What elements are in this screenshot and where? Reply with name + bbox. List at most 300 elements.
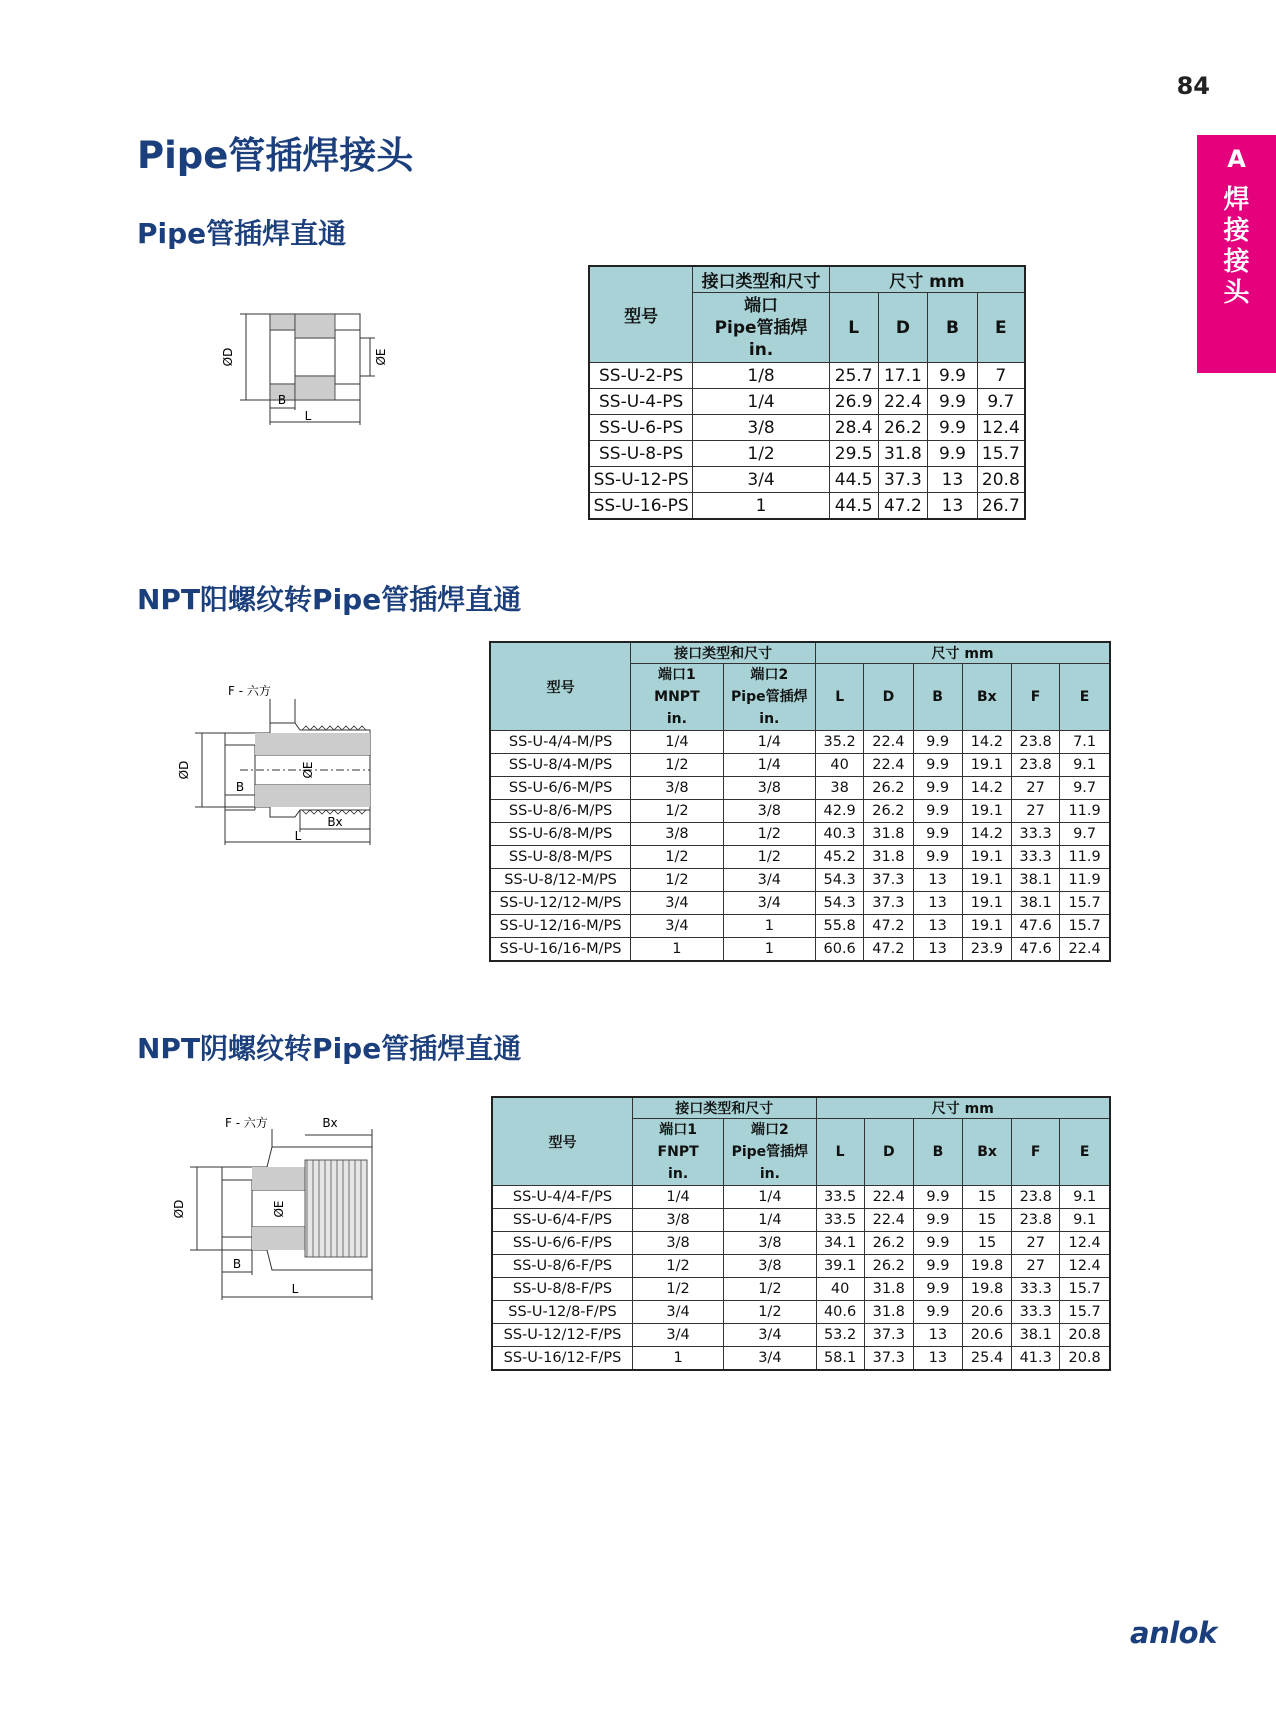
table-cell: 44.5 bbox=[829, 467, 878, 493]
table-header-dim: E bbox=[977, 293, 1025, 363]
dim-label-b: B bbox=[232, 1257, 242, 1271]
table-header-dim: L bbox=[816, 1119, 864, 1186]
model-cell: SS-U-8/6-M/PS bbox=[490, 800, 631, 823]
socket-bore bbox=[222, 1180, 252, 1237]
dim-label-d: ØD bbox=[221, 347, 235, 367]
table-cell: 1 bbox=[693, 493, 830, 520]
side-tab-char: 接 bbox=[1223, 216, 1250, 246]
table-cell: 9.7 bbox=[977, 389, 1025, 415]
side-tab-letter: A bbox=[1227, 145, 1246, 173]
table-cell: 27 bbox=[1012, 1255, 1060, 1278]
wall-hatch bbox=[295, 376, 335, 400]
dim-label-f: F - 六方 bbox=[225, 1116, 268, 1130]
model-cell: SS-U-2-PS bbox=[589, 363, 693, 389]
table-body bbox=[589, 363, 1025, 520]
table-cell: 55.8 bbox=[816, 915, 864, 938]
page-title: Pipe管插焊接头 bbox=[137, 134, 414, 177]
table-cell: 17.1 bbox=[878, 363, 928, 389]
table-cell: 13 bbox=[928, 493, 977, 520]
dim-label-e: ØE bbox=[301, 761, 315, 779]
table-cell: 25.4 bbox=[962, 1347, 1011, 1371]
table-header-port bbox=[723, 664, 815, 731]
table-cell: 7 bbox=[977, 363, 1025, 389]
table-cell: 47.2 bbox=[864, 938, 913, 962]
table-header-model: 型号 bbox=[589, 266, 693, 363]
port-header-line: in. bbox=[748, 339, 774, 360]
table-cell: 19.1 bbox=[962, 892, 1011, 915]
table-row bbox=[490, 938, 1110, 962]
dim-label-bx: Bx bbox=[322, 1116, 338, 1130]
table-row bbox=[589, 389, 1025, 415]
table-cell: 1/2 bbox=[724, 1278, 816, 1301]
model-cell: SS-U-12/12-F/PS bbox=[492, 1324, 632, 1347]
side-tab-char: 头 bbox=[1223, 278, 1250, 308]
table-cell: 9.9 bbox=[913, 731, 962, 754]
section-title: Pipe管插焊直通 bbox=[137, 217, 347, 250]
port-header-line: 端口2 bbox=[751, 1122, 789, 1138]
table-row bbox=[490, 823, 1110, 846]
table-row bbox=[490, 869, 1110, 892]
female-npt-socket-weld-diagram bbox=[165, 1115, 390, 1310]
wall-hatch bbox=[255, 785, 370, 807]
internal-thread bbox=[305, 1160, 367, 1257]
table-cell: 9.9 bbox=[913, 1209, 962, 1232]
model-cell: SS-U-8/4-M/PS bbox=[490, 754, 631, 777]
table-header-port-group: 接口类型和尺寸 bbox=[631, 642, 816, 664]
table-cell: 37.3 bbox=[864, 869, 913, 892]
table-cell: 47.2 bbox=[864, 915, 913, 938]
table-row bbox=[492, 1209, 1110, 1232]
table-cell: 15.7 bbox=[1060, 1301, 1110, 1324]
table-cell: 1/4 bbox=[632, 1186, 723, 1209]
table-cell: 9.9 bbox=[928, 389, 977, 415]
socket-weld-union-diagram bbox=[210, 300, 400, 430]
table-cell: 45.2 bbox=[816, 846, 864, 869]
wall-hatch bbox=[252, 1167, 305, 1190]
dim-label-l: L bbox=[304, 409, 312, 423]
table-header-port-group: 接口类型和尺寸 bbox=[632, 1097, 816, 1119]
table-row bbox=[492, 1301, 1110, 1324]
table-cell: 15.7 bbox=[1060, 1278, 1110, 1301]
dim-label-f: F - 六方 bbox=[228, 685, 271, 698]
table-header-dim: D bbox=[864, 1119, 913, 1186]
table-cell: 13 bbox=[913, 869, 962, 892]
table-cell: 19.1 bbox=[962, 869, 1011, 892]
table-cell: 33.3 bbox=[1012, 1301, 1060, 1324]
table-cell: 1/2 bbox=[723, 823, 815, 846]
table-cell: 12.4 bbox=[1060, 1232, 1110, 1255]
table-cell: 58.1 bbox=[816, 1347, 864, 1371]
table-cell: 54.3 bbox=[816, 869, 864, 892]
table-cell: 27 bbox=[1012, 1232, 1060, 1255]
wall-hatch bbox=[295, 314, 335, 338]
table-cell: 19.8 bbox=[962, 1255, 1011, 1278]
table-cell: 1/2 bbox=[632, 1255, 723, 1278]
port-header-line: MNPT bbox=[654, 689, 700, 705]
table-cell: 9.9 bbox=[913, 1186, 962, 1209]
wall-hatch bbox=[255, 733, 370, 755]
wall-hatch bbox=[270, 314, 295, 330]
table-cell: 1/2 bbox=[723, 846, 815, 869]
side-tab-label bbox=[1197, 185, 1276, 309]
table-cell: 9.9 bbox=[913, 1255, 962, 1278]
table-cell: 3/8 bbox=[632, 1209, 723, 1232]
table-cell: 14.2 bbox=[962, 731, 1011, 754]
table-cell: 14.2 bbox=[962, 777, 1011, 800]
table-cell: 1/2 bbox=[631, 800, 723, 823]
model-cell: SS-U-4/4-M/PS bbox=[490, 731, 631, 754]
table-cell: 26.2 bbox=[864, 800, 913, 823]
dim-label-l: L bbox=[294, 829, 302, 843]
model-cell: SS-U-8/6-F/PS bbox=[492, 1255, 632, 1278]
table-header-dim-group: 尺寸 mm bbox=[816, 642, 1110, 664]
table-cell: 3/8 bbox=[723, 800, 815, 823]
table-cell: 9.9 bbox=[913, 754, 962, 777]
table-cell: 19.8 bbox=[962, 1278, 1011, 1301]
model-cell: SS-U-12/8-F/PS bbox=[492, 1301, 632, 1324]
table-cell: 14.2 bbox=[962, 823, 1011, 846]
table-header-dim: L bbox=[829, 293, 878, 363]
table-cell: 47.2 bbox=[878, 493, 928, 520]
table-cell: 15 bbox=[962, 1186, 1011, 1209]
spec-table-female-npt bbox=[491, 1096, 1111, 1371]
table-cell: 38 bbox=[816, 777, 864, 800]
table-cell: 40 bbox=[816, 1278, 864, 1301]
table-row bbox=[490, 846, 1110, 869]
table-cell: 38.1 bbox=[1011, 869, 1059, 892]
port-header-line: Pipe管插焊 bbox=[714, 317, 808, 338]
table-cell: 13 bbox=[913, 915, 962, 938]
table-cell: 1/2 bbox=[631, 754, 723, 777]
table-cell: 31.8 bbox=[864, 823, 913, 846]
table-cell: 9.9 bbox=[928, 441, 977, 467]
table-cell: 15 bbox=[962, 1209, 1011, 1232]
table-cell: 41.3 bbox=[1012, 1347, 1060, 1371]
table-cell: 3/4 bbox=[631, 915, 723, 938]
table-cell: 1/2 bbox=[632, 1278, 723, 1301]
table-header-dim-group: 尺寸 mm bbox=[816, 1097, 1110, 1119]
table-cell: 1 bbox=[723, 938, 815, 962]
table-cell: 22.4 bbox=[864, 731, 913, 754]
page-number: 84 bbox=[1176, 72, 1210, 100]
section-title: NPT阴螺纹转Pipe管插焊直通 bbox=[137, 1032, 522, 1065]
model-cell: SS-U-4-PS bbox=[589, 389, 693, 415]
side-tab-char: 接 bbox=[1223, 247, 1250, 277]
dim-label-d: ØD bbox=[177, 760, 191, 780]
table-cell: 44.5 bbox=[829, 493, 878, 520]
table-cell: 1/2 bbox=[724, 1301, 816, 1324]
model-cell: SS-U-6-PS bbox=[589, 415, 693, 441]
table-cell: 9.9 bbox=[913, 1301, 962, 1324]
table-cell: 40.3 bbox=[816, 823, 864, 846]
table-row bbox=[589, 493, 1025, 520]
table-cell: 22.4 bbox=[864, 1209, 913, 1232]
table-cell: 3/8 bbox=[724, 1255, 816, 1278]
table-row bbox=[492, 1255, 1110, 1278]
table-header-model: 型号 bbox=[492, 1097, 632, 1186]
table-row bbox=[490, 915, 1110, 938]
table-cell: 3/4 bbox=[724, 1324, 816, 1347]
table-row bbox=[490, 754, 1110, 777]
table-header-dim: D bbox=[864, 664, 913, 731]
port-header-line: 端口2 bbox=[750, 667, 789, 683]
table-cell: 23.9 bbox=[962, 938, 1011, 962]
table-header-dim: B bbox=[928, 293, 977, 363]
side-tab-char: 焊 bbox=[1223, 185, 1250, 215]
table-cell: 1/8 bbox=[693, 363, 830, 389]
table-cell: 23.8 bbox=[1011, 754, 1059, 777]
table-cell: 9.7 bbox=[1060, 823, 1110, 846]
table-cell: 23.8 bbox=[1011, 731, 1059, 754]
table-cell: 1 bbox=[723, 915, 815, 938]
table-cell: 15.7 bbox=[977, 441, 1025, 467]
table-header-dim: F bbox=[1012, 1119, 1060, 1186]
table-cell: 12.4 bbox=[1060, 1255, 1110, 1278]
table-cell: 3/4 bbox=[723, 892, 815, 915]
table-cell: 9.9 bbox=[913, 1232, 962, 1255]
table-cell: 33.3 bbox=[1012, 1278, 1060, 1301]
table-cell: 3/4 bbox=[693, 467, 830, 493]
port-header-line: in. bbox=[759, 1166, 780, 1182]
table-cell: 38.1 bbox=[1011, 892, 1059, 915]
model-cell: SS-U-6/6-F/PS bbox=[492, 1232, 632, 1255]
table-cell: 9.1 bbox=[1060, 1209, 1110, 1232]
table-cell: 11.9 bbox=[1060, 846, 1110, 869]
table-cell: 9.9 bbox=[913, 846, 962, 869]
table-cell: 28.4 bbox=[829, 415, 878, 441]
table-cell: 35.2 bbox=[816, 731, 864, 754]
table-cell: 22.4 bbox=[1060, 938, 1110, 962]
table-cell: 26.9 bbox=[829, 389, 878, 415]
port-header-line: 端口1 bbox=[659, 1122, 697, 1138]
port-header-line: 端口 bbox=[744, 295, 779, 316]
table-header-dim: B bbox=[913, 664, 962, 731]
table-cell: 20.6 bbox=[962, 1324, 1011, 1347]
model-cell: SS-U-16/16-M/PS bbox=[490, 938, 631, 962]
table-cell: 1/2 bbox=[631, 846, 723, 869]
table-cell: 13 bbox=[913, 892, 962, 915]
table-cell: 31.8 bbox=[864, 1301, 913, 1324]
table-cell: 1/4 bbox=[693, 389, 830, 415]
table-header-port-group: 接口类型和尺寸 bbox=[693, 266, 830, 293]
table-cell: 23.8 bbox=[1012, 1186, 1060, 1209]
table-cell: 53.2 bbox=[816, 1324, 864, 1347]
table-cell: 19.1 bbox=[962, 800, 1011, 823]
table-cell: 22.4 bbox=[864, 1186, 913, 1209]
right-socket bbox=[335, 330, 360, 384]
table-cell: 22.4 bbox=[864, 754, 913, 777]
table-cell: 3/8 bbox=[631, 777, 723, 800]
port-header-line: Pipe管插焊 bbox=[731, 689, 808, 705]
table-row bbox=[490, 892, 1110, 915]
table-cell: 29.5 bbox=[829, 441, 878, 467]
table-header-dim: E bbox=[1060, 1119, 1110, 1186]
table-cell: 13 bbox=[913, 1324, 962, 1347]
table-cell: 27 bbox=[1011, 777, 1059, 800]
table-cell: 39.1 bbox=[816, 1255, 864, 1278]
model-cell: SS-U-8/12-M/PS bbox=[490, 869, 631, 892]
table-cell: 27 bbox=[1011, 800, 1059, 823]
table-cell: 1/2 bbox=[631, 869, 723, 892]
model-cell: SS-U-6/4-F/PS bbox=[492, 1209, 632, 1232]
table-cell: 1/4 bbox=[724, 1209, 816, 1232]
dim-label-e: ØE bbox=[374, 348, 388, 366]
table-row bbox=[589, 441, 1025, 467]
socket-bore bbox=[270, 330, 295, 384]
model-cell: SS-U-16-PS bbox=[589, 493, 693, 520]
port-header-line: FNPT bbox=[657, 1144, 699, 1160]
table-cell: 33.3 bbox=[1011, 823, 1059, 846]
table-cell: 33.5 bbox=[816, 1186, 864, 1209]
table-row bbox=[492, 1186, 1110, 1209]
dim-label-l: L bbox=[291, 1282, 299, 1296]
port-header-line: 端口1 bbox=[658, 667, 696, 683]
table-cell: 47.6 bbox=[1011, 938, 1059, 962]
dim-label-d: ØD bbox=[172, 1199, 186, 1219]
table-cell: 37.3 bbox=[864, 1347, 913, 1371]
table-row bbox=[589, 363, 1025, 389]
table-cell: 3/8 bbox=[631, 823, 723, 846]
table-cell: 9.9 bbox=[913, 823, 962, 846]
table-header-dim: F bbox=[1011, 664, 1059, 731]
table-cell: 25.7 bbox=[829, 363, 878, 389]
table-cell: 9.9 bbox=[913, 777, 962, 800]
table-cell: 31.8 bbox=[864, 1278, 913, 1301]
model-cell: SS-U-12-PS bbox=[589, 467, 693, 493]
table-row bbox=[589, 467, 1025, 493]
table-header-dim: L bbox=[816, 664, 864, 731]
male-npt-socket-weld-diagram bbox=[170, 685, 390, 855]
table-cell: 26.2 bbox=[864, 1255, 913, 1278]
table-row bbox=[492, 1232, 1110, 1255]
model-cell: SS-U-12/16-M/PS bbox=[490, 915, 631, 938]
table-cell: 11.9 bbox=[1060, 869, 1110, 892]
table-cell: 37.3 bbox=[878, 467, 928, 493]
table-cell: 1/4 bbox=[631, 731, 723, 754]
table-cell: 20.8 bbox=[977, 467, 1025, 493]
table-cell: 31.8 bbox=[878, 441, 928, 467]
model-cell: SS-U-4/4-F/PS bbox=[492, 1186, 632, 1209]
table-cell: 9.9 bbox=[913, 800, 962, 823]
table-cell: 38.1 bbox=[1012, 1324, 1060, 1347]
table-cell: 1 bbox=[632, 1347, 723, 1371]
model-cell: SS-U-6/8-M/PS bbox=[490, 823, 631, 846]
table-cell: 19.1 bbox=[962, 846, 1011, 869]
table-cell: 26.2 bbox=[864, 1232, 913, 1255]
table-cell: 19.1 bbox=[962, 915, 1011, 938]
table-cell: 1/4 bbox=[723, 754, 815, 777]
table-cell: 54.3 bbox=[816, 892, 864, 915]
table-header-dim: Bx bbox=[962, 1119, 1011, 1186]
table-cell: 33.3 bbox=[1011, 846, 1059, 869]
table-cell: 3/8 bbox=[724, 1232, 816, 1255]
model-cell: SS-U-6/6-M/PS bbox=[490, 777, 631, 800]
table-cell: 40.6 bbox=[816, 1301, 864, 1324]
table-header-port bbox=[693, 293, 830, 363]
port-header-line: in. bbox=[666, 711, 687, 727]
dim-label-e: ØE bbox=[272, 1200, 286, 1218]
table-cell: 1/4 bbox=[723, 731, 815, 754]
table-cell: 15.7 bbox=[1060, 915, 1110, 938]
table-cell: 9.1 bbox=[1060, 754, 1110, 777]
table-cell: 1/2 bbox=[693, 441, 830, 467]
table-header-dim: B bbox=[913, 1119, 962, 1186]
thread-hatch bbox=[302, 726, 366, 730]
table-header-dim: Bx bbox=[962, 664, 1011, 731]
table-cell: 12.4 bbox=[977, 415, 1025, 441]
table-cell: 42.9 bbox=[816, 800, 864, 823]
table-cell: 1/4 bbox=[724, 1186, 816, 1209]
table-cell: 9.9 bbox=[928, 363, 977, 389]
table-cell: 20.8 bbox=[1060, 1324, 1110, 1347]
table-cell: 3/4 bbox=[631, 892, 723, 915]
dim-label-b: B bbox=[235, 780, 245, 794]
dim-label-b: B bbox=[277, 393, 287, 407]
port-header-line: Pipe管插焊 bbox=[731, 1144, 809, 1160]
table-cell: 11.9 bbox=[1060, 800, 1110, 823]
table-cell: 31.8 bbox=[864, 846, 913, 869]
table-cell: 3/8 bbox=[632, 1232, 723, 1255]
table-cell: 9.7 bbox=[1060, 777, 1110, 800]
table-row bbox=[490, 777, 1110, 800]
table-cell: 3/8 bbox=[693, 415, 830, 441]
table-cell: 23.8 bbox=[1012, 1209, 1060, 1232]
table-row bbox=[492, 1324, 1110, 1347]
table-cell: 34.1 bbox=[816, 1232, 864, 1255]
table-header-dim: D bbox=[878, 293, 928, 363]
side-tab bbox=[1197, 135, 1276, 373]
spec-table-socket-weld-union bbox=[588, 265, 1026, 520]
table-cell: 40 bbox=[816, 754, 864, 777]
table-cell: 3/4 bbox=[632, 1301, 723, 1324]
table-cell: 26.2 bbox=[864, 777, 913, 800]
table-cell: 15.7 bbox=[1060, 892, 1110, 915]
table-cell: 1 bbox=[631, 938, 723, 962]
table-cell: 9.9 bbox=[913, 1278, 962, 1301]
table-cell: 19.1 bbox=[962, 754, 1011, 777]
table-cell: 20.8 bbox=[1060, 1347, 1110, 1371]
table-header-port bbox=[631, 664, 723, 731]
table-cell: 3/4 bbox=[632, 1324, 723, 1347]
table-cell: 3/4 bbox=[723, 869, 815, 892]
model-cell: SS-U-12/12-M/PS bbox=[490, 892, 631, 915]
table-cell: 37.3 bbox=[864, 892, 913, 915]
table-cell: 13 bbox=[928, 467, 977, 493]
thread-hatch bbox=[302, 810, 366, 814]
spec-table-male-npt bbox=[489, 641, 1111, 962]
table-cell: 22.4 bbox=[878, 389, 928, 415]
table-row bbox=[492, 1347, 1110, 1371]
table-header-port bbox=[632, 1119, 723, 1186]
table-row bbox=[490, 731, 1110, 754]
table-cell: 3/8 bbox=[723, 777, 815, 800]
table-body bbox=[490, 731, 1110, 962]
table-header-port bbox=[724, 1119, 816, 1186]
table-cell: 15 bbox=[962, 1232, 1011, 1255]
port-header-line: in. bbox=[668, 1166, 689, 1182]
wall-hatch bbox=[252, 1227, 305, 1250]
table-header-model: 型号 bbox=[490, 642, 631, 731]
model-cell: SS-U-16/12-F/PS bbox=[492, 1347, 632, 1371]
section-title: NPT阳螺纹转Pipe管插焊直通 bbox=[137, 583, 522, 616]
table-row bbox=[492, 1278, 1110, 1301]
table-cell: 47.6 bbox=[1011, 915, 1059, 938]
table-cell: 13 bbox=[913, 938, 962, 962]
table-cell: 9.9 bbox=[928, 415, 977, 441]
table-cell: 7.1 bbox=[1060, 731, 1110, 754]
table-cell: 60.6 bbox=[816, 938, 864, 962]
table-cell: 26.2 bbox=[878, 415, 928, 441]
